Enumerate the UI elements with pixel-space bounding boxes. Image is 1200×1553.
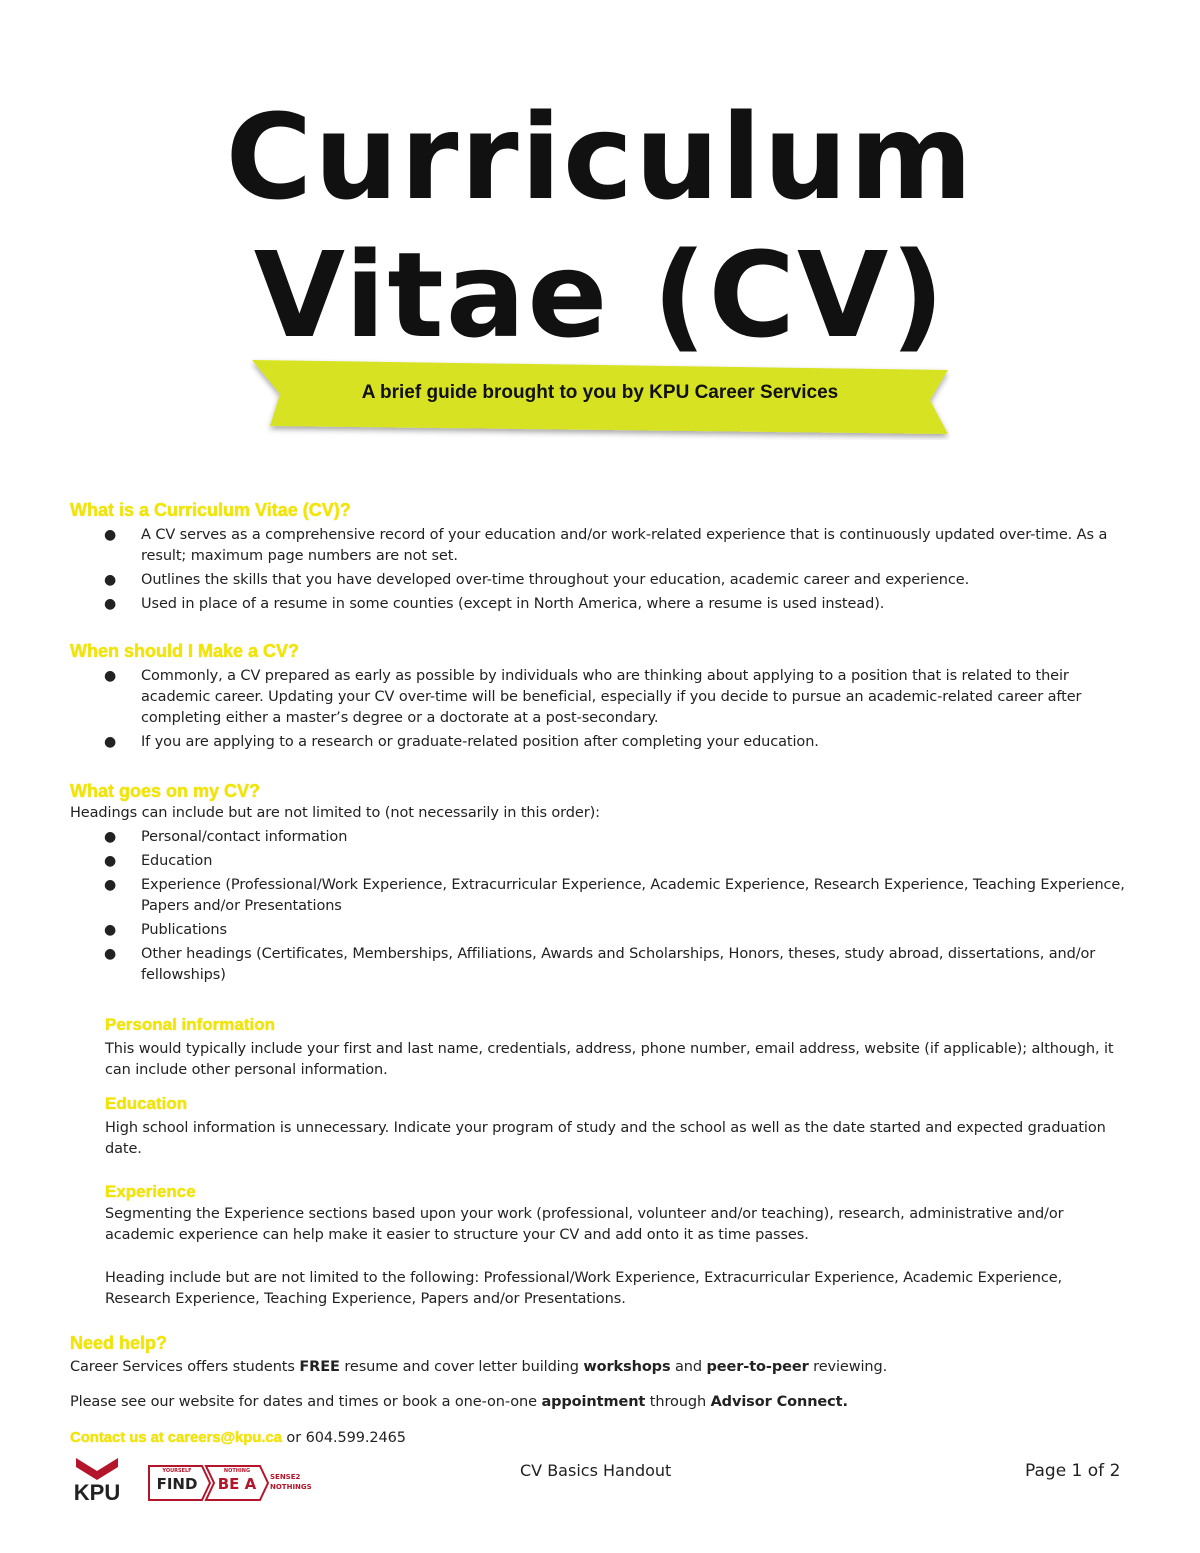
- badge-end: SENSE2 NOTHINGS: [270, 1473, 312, 1491]
- list-item: ● Publications: [70, 920, 1130, 941]
- contact-line: Contact us at careers@kpu.ca or 604.599.2465: [70, 1429, 406, 1446]
- list-item: ● If you are applying to a research or graduate-related position after completing your education.: [70, 732, 1130, 753]
- list-item: ● Outlines the skills that you have developed over-time throughout your education, academic career and experience.: [70, 570, 1130, 591]
- section-heading-what-is: What is a Curriculum Vitae (CV)?: [70, 500, 351, 520]
- personal-text: This would typically include your first and last name, credentials, address, phone number, email address, website (if applicable); although, it can include other personal information.: [105, 1041, 1114, 1078]
- badge-find: FIND: [156, 1475, 198, 1493]
- section-heading-help: Need help?: [70, 1333, 168, 1353]
- list-item: ● Personal/contact information: [70, 827, 1130, 848]
- badge-find-small: YOURSELF: [162, 1468, 192, 1474]
- kpu-logo-text: KPU: [73, 1480, 121, 1505]
- education-text: High school information is unnecessary. Indicate your program of study and the school as well as the date started and expected graduation date.: [105, 1120, 1106, 1157]
- list-item: ● Used in place of a resume in some counties (except in North America, where a resume is used instead).: [70, 594, 1130, 615]
- ribbon-text: A brief guide brought to you by KPU Career Services: [361, 382, 839, 403]
- list-item: ● Other headings (Certificates, Memberships, Affiliations, Awards and Scholarships, Honors, theses, study abroad, dissertations, and/or fellowships): [104, 946, 1096, 983]
- list-item: ● Education: [70, 851, 1130, 872]
- list-item: ● A CV serves as a comprehensive record of your education and/or work-related experience that is continuously updated over-time. As a result; maximum page numbers are not set.: [104, 527, 1108, 564]
- help-line-2: Please see our website for dates and times or book a one-on-one appointment through Advisor Connect.: [70, 1394, 848, 1410]
- bullet-icon: ●: [104, 829, 117, 845]
- title-line-1: Curriculum: [225, 88, 975, 226]
- badge-be-small: NOTHING: [223, 1468, 251, 1474]
- section-heading-what-goes: What goes on my CV?: [70, 781, 261, 801]
- bullet-icon: ●: [104, 572, 117, 588]
- contact-email-link[interactable]: Contact us at careers@kpu.ca: [70, 1429, 282, 1446]
- advisor-connect-link[interactable]: Advisor Connect.: [710, 1394, 848, 1410]
- bullet-icon: ●: [104, 668, 117, 684]
- bullet-icon: ●: [104, 877, 117, 893]
- bullet-icon: ●: [104, 596, 117, 612]
- section3-list: [70, 827, 1130, 989]
- kpu-logo: [68, 1458, 126, 1504]
- list-item: ● Experience (Professional/Work Experience, Extracurricular Experience, Academic Experience, Research Experience, Teaching Experience, Papers and/or Presentations: [104, 877, 1125, 914]
- title-line-2: Vitae (CV): [253, 226, 947, 364]
- section-heading-when: When should I Make a CV?: [70, 641, 300, 661]
- experience-text-1: Segmenting the Experience sections based upon your work (professional, volunteer and/or teaching), research, administrative and/or academic experience can help make it easier to structure your CV and add onto it as time passes.: [105, 1206, 1064, 1243]
- kpu-logo-icon: [68, 1458, 126, 1482]
- bullet-icon: ●: [104, 946, 117, 962]
- badge-be: BE A: [217, 1475, 257, 1493]
- bullet-icon: ●: [104, 922, 117, 938]
- campaign-badge: [148, 1464, 318, 1502]
- footer-center-text: CV Basics Handout: [520, 1461, 672, 1480]
- section2-list: [70, 666, 1130, 756]
- experience-text-2: Heading include but are not limited to the following: Professional/Work Experience, Extracurricular Experience, Academic Experience, Research Experience, Teaching Experience, Papers and/or Presentations.: [105, 1270, 1063, 1307]
- subheading-personal: Personal information: [105, 1015, 276, 1034]
- section1-list: [70, 525, 1130, 618]
- list-item: ● Commonly, a CV prepared as early as possible by individuals who are thinking about applying to a position that is related to their academic career. Updating your CV over-time will be beneficial, especially if you decide to pursue an academic-related career after completing either a master’s degree or a doctorate at a post-secondary.: [104, 668, 1082, 726]
- subtitle-ribbon: [250, 356, 950, 440]
- help-line-1: Career Services offers students FREE resume and cover letter building workshops and peer-to-peer reviewing.: [70, 1359, 888, 1375]
- subheading-experience: Experience: [105, 1182, 196, 1201]
- footer-page-number: Page 1 of 2: [1025, 1461, 1121, 1481]
- bullet-icon: ●: [104, 734, 117, 750]
- bullet-icon: ●: [104, 527, 117, 543]
- subheading-education: Education: [105, 1094, 188, 1113]
- section3-intro: Headings can include but are not limited to (not necessarily in this order):: [70, 805, 600, 821]
- bullet-icon: ●: [104, 853, 117, 869]
